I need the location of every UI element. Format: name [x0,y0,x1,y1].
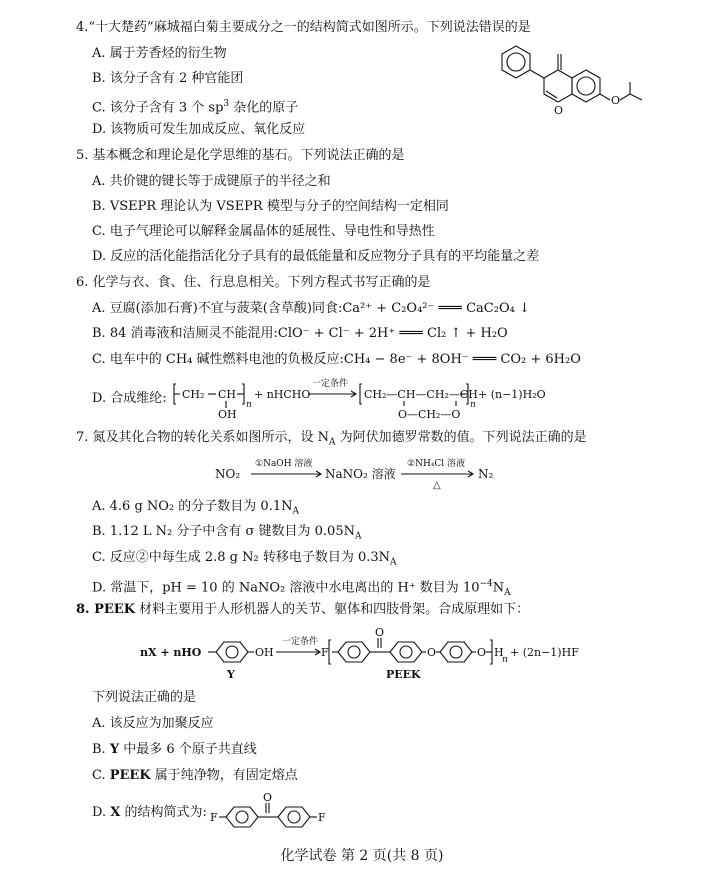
q7-stem-post: 为阿伏加德罗常数的值。下列说法正确的是 [335,430,587,445]
q4-option-d: D. 该物质可发生加成反应、氧化反应 [92,122,306,137]
x-o: O [263,791,273,804]
x-ring-2-aromatic [288,811,300,823]
q8-label-y: Y [227,668,235,681]
q6-a-text: A. 豆腐(添加石膏)不宜与菠菜(含草酸)同食: [92,301,343,316]
q7-condition-2: ②NH₄Cl 溶液 [407,459,466,469]
q7-condition-2b: △ [433,480,441,491]
q4-option-c [92,94,298,118]
q8-oh: OH [255,646,274,659]
q4-option-b: B. 该分子含有 2 种官能团 [92,71,244,86]
q8-ether-o1: O [427,646,437,659]
q8-scheme [140,626,590,682]
q7-species-3: N₂ [478,467,494,481]
q6-option-d-label: D. 合成维纶: [92,391,167,406]
q7-d-sub: A [504,587,511,598]
q5-option-a: A. 共价键的键长等于成键原子的半径之和 [92,174,331,189]
d-condition: 一定条件 [312,379,349,389]
benzo-ring [572,70,600,102]
peek-ring-1-aromatic [348,646,360,658]
q7-a-sub: A [292,506,299,517]
d-n2: n [470,400,476,410]
q8-option-c [92,766,298,786]
q8-c-pre: C. [92,768,110,783]
q8-b-bold: Y [109,742,120,757]
q4-c-pre: C. 该分子含有 3 个 sp [92,100,224,116]
pyran-ring [544,70,572,102]
q8-d-pre: D. [92,805,111,820]
q7-scheme [215,456,515,496]
q6-b-equation: ClO⁻ + Cl⁻ + 2H⁺ ═══ Cl₂ ↑ + H₂O [277,326,508,341]
q8-option-a: A. 该反应为加聚反应 [92,716,214,731]
q4-c-post: 杂化的原子 [229,100,299,116]
d-oh: OH [218,408,237,421]
q8-d-post: 的结构简式为: [120,805,207,820]
q8-sub: 下列说法正确的是 [92,690,197,705]
q6-c-equation: CH₄ − 8e⁻ + 8OH⁻ ═══ CO₂ + 6H₂O [343,352,581,367]
q8-label-peek: PEEK [386,668,421,681]
q6-d-equation-figure [170,374,590,424]
q8-condition: 一定条件 [282,637,319,647]
q4-stem: 4.“十大楚药”麻城福白菊主要成分之一的结构简式如图所示。下列说法错误的是 [76,20,531,35]
q4-molecule-figure [480,40,650,130]
d-tail: + (n−1)H₂O [478,388,546,401]
d-product-bridge: O—CH₂—O [398,408,461,421]
d-product: CH₂—CH—CH₂—CH [364,388,478,401]
q5-option-c: C. 电子气理论可以解释金属晶体的延展性、导电性和导热性 [92,224,435,239]
q7-option-b [92,522,361,547]
q6-c-text: C. 电车中的 CH₄ 碱性燃料电池的负极反应: [92,352,344,367]
q7-option-a [92,497,299,522]
x-ring-2 [278,807,310,827]
q8-ether-o2: O [477,646,487,659]
q7-stem-sub: A [329,437,336,448]
x-ring-1 [226,807,258,827]
q7-d-post: N [492,580,505,596]
q8-c-bold: PEEK [109,768,151,783]
q7-d-exp: −4 [479,579,493,589]
q5-option-b: B. VSEPR 理论认为 VSEPR 模型与分子的空间结构一定相同 [92,199,449,214]
q8-x-structure [210,790,360,836]
bond [630,94,642,100]
peek-ring-2 [390,642,422,662]
q5-stem: 5. 基本概念和理论是化学思维的基石。下列说法正确的是 [76,148,405,163]
q6-a-equation: Ca²⁺ + C₂O₄²⁻ ═══ CaC₂O₄ ↓ [342,301,530,316]
bond [620,94,630,100]
x-f1: F [210,811,218,824]
q7-stem [76,428,587,453]
mol-o2: O [611,94,621,107]
q8-stem-text: 材料主要用于人形机器人的关节、躯体和四肢骨架。合成原理如下： [135,602,530,617]
peek-ring-3 [440,642,472,662]
q8-b-pre: B. [92,742,110,757]
q8-h: H [494,646,504,659]
q7-species-2: NaNO₂ 溶液 [325,467,396,481]
q6-option-b [92,324,508,344]
mol-o1: O [554,104,564,117]
q8-option-d [92,803,207,823]
q8-b-post: 中最多 6 个原子共直线 [119,742,257,757]
q6-b-text: B. 84 消毒液和洁厕灵不能混用: [92,326,278,341]
peek-ring-2-aromatic [400,646,412,658]
q6-option-c [92,350,581,370]
q8-lhs: nX + nHO [140,646,202,659]
q7-b-sub: A [354,531,362,542]
phenyl-ring [502,46,530,78]
x-ring-1-aromatic [236,811,248,823]
q7-d-pre: D. 常温下，pH = 10 的 NaNO₂ 溶液中水电离出的 H⁺ 数目为 10 [92,580,480,596]
q8-rhs: + (2n−1)HF [510,646,579,659]
q7-a-text: A. 4.6 g NO₂ 的分子数目为 0.1N [92,499,293,514]
q7-option-c [92,548,397,573]
q8-c-post: 属于纯净物，有固定熔点 [150,768,298,783]
bracket-left-2 [360,384,362,404]
y-ring-aromatic [226,646,238,658]
q8-n: n [502,655,508,665]
q4-c-sup: 3 [223,99,230,109]
double-bond [546,91,557,98]
peek-ring-1 [338,642,370,662]
d-r1: CH₂ [182,388,205,401]
q7-condition-1: ①NaOH 溶液 [255,459,313,469]
q6-stem: 6. 化学与衣、食、住、行息息相关。下列方程式书写正确的是 [76,275,431,290]
x-f2: F [318,811,326,824]
bracket-left [329,640,331,664]
q7-option-d [92,574,511,603]
q6-option-a [92,299,530,319]
d-n1: n [246,400,252,410]
q7-c-sub: A [390,557,397,568]
q5-option-d: D. 反应的活化能指活化分子具有的最低能量和反应物分子具有的平均能量之差 [92,249,540,264]
d-plus-hcho: + nHCHO [254,388,311,401]
q8-carbonyl-o: O [375,626,385,639]
q7-stem-pre: 7. 氮及其化合物的转化关系如图所示，设 N [76,430,330,445]
phenyl-ring-aromatic [507,53,525,71]
q8-option-b [92,740,257,760]
peek-ring-3-aromatic [450,646,462,658]
bond [530,70,544,78]
bond [600,94,610,100]
q7-b-text: B. 1.12 L N₂ 分子中含有 σ 键数目为 0.05N [92,524,355,539]
d-r2: CH [218,388,237,401]
q4-option-a: A. 属于芳香烃的衍生物 [92,46,227,61]
benzo-ring-aromatic [577,77,595,95]
page-footer: 化学试卷 第 2 页(共 8 页) [280,848,444,864]
q8-stem [76,600,529,620]
q8-d-bold: X [110,805,121,820]
q8-stem-bold: 8. PEEK [76,602,135,617]
q7-c-text: C. 反应②中每生成 2.8 g N₂ 转移电子数目为 0.3N [92,550,391,565]
q7-species-1: NO₂ [215,467,241,481]
y-ring [216,642,248,662]
q8-f: F [321,646,329,659]
